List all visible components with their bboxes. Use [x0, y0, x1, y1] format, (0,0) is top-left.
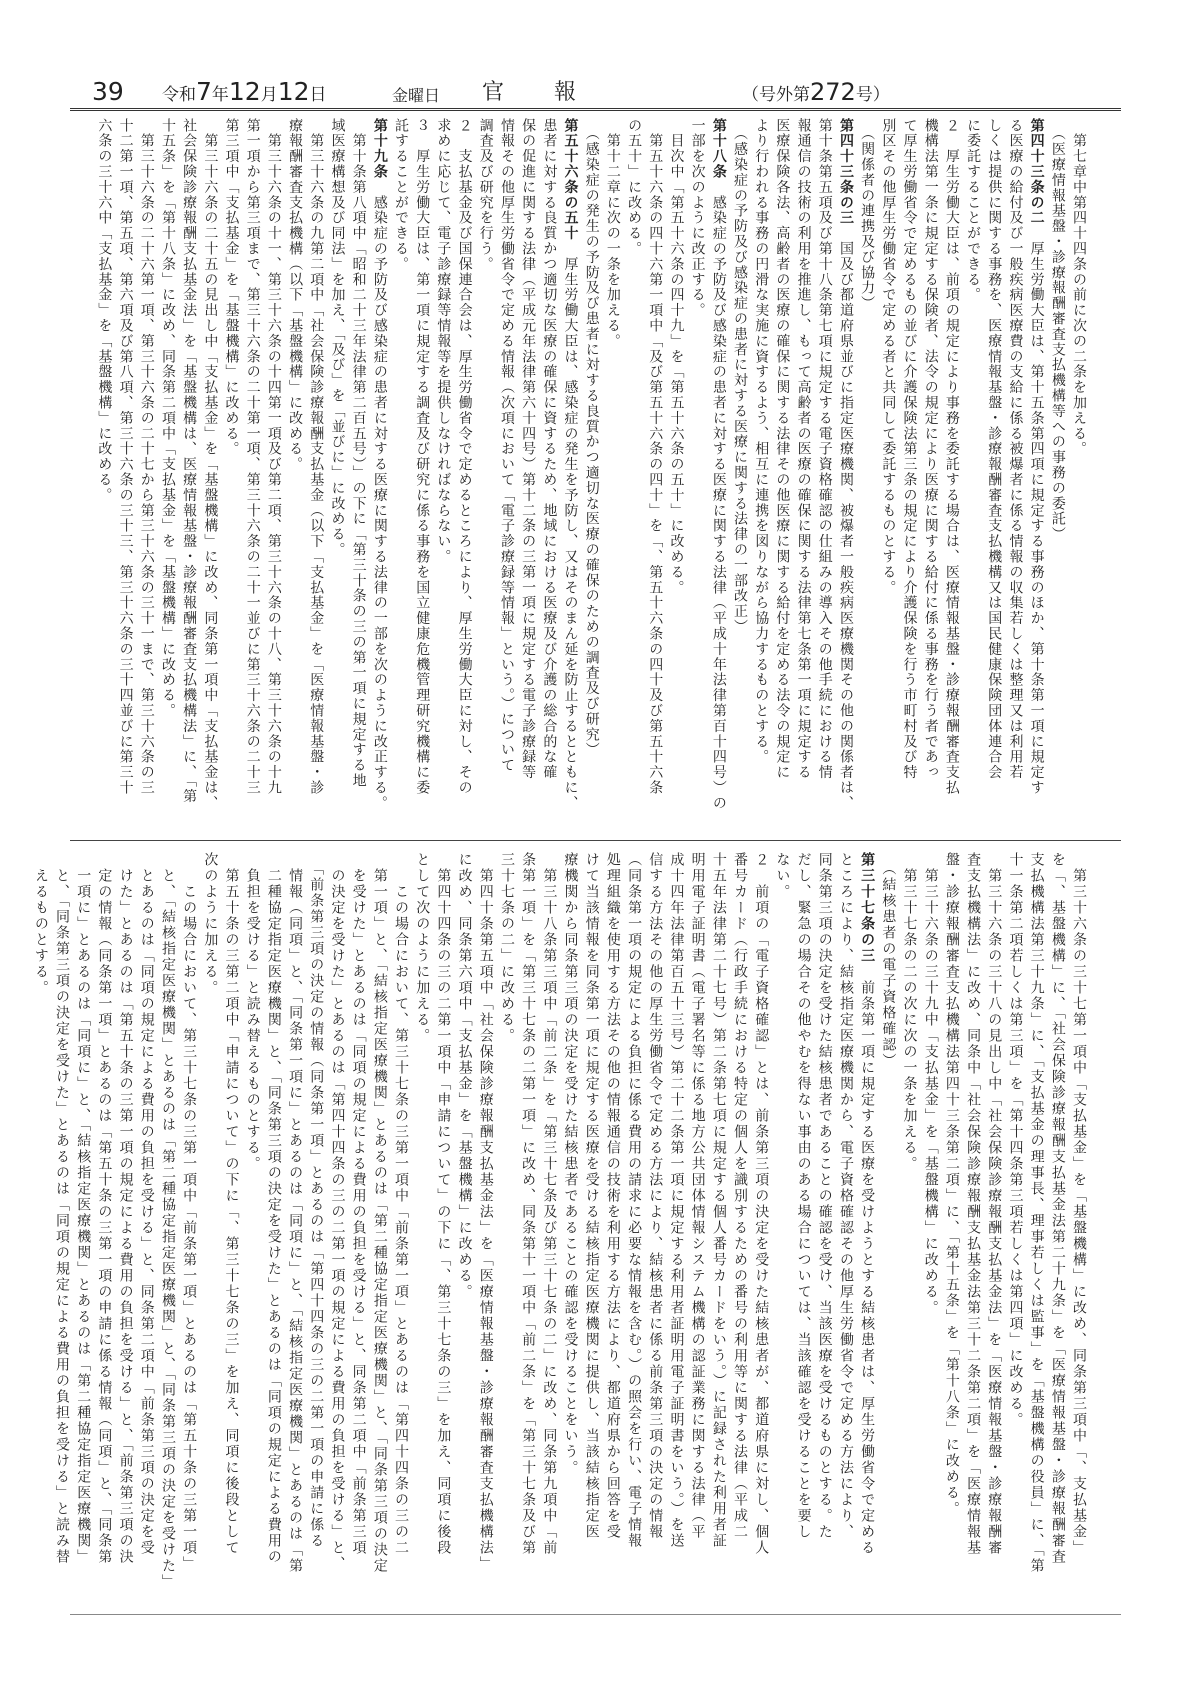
line-text: 査支払機構法」に改め、同条中「社会保険診療報酬支払基金法第三十二条第二項」を「医療情報基	[965, 852, 982, 1556]
page-header	[70, 70, 1089, 106]
text-line	[432, 852, 453, 1597]
line-text: 第三項中「支払基金」を「基盤機構」に改める。	[223, 118, 240, 457]
text-line	[602, 852, 623, 1597]
text-line	[686, 852, 707, 1597]
text-line	[496, 852, 517, 1597]
line-text: 第三十八条第三項中「前二条」を「第三十七条及び第三十七条の二」に改め、同条第九項中「前	[541, 852, 558, 1556]
issue-date	[162, 77, 392, 106]
text-line	[453, 852, 474, 1597]
text-line	[665, 118, 686, 830]
line-text: ところにより、結核指定医療機関から、電子資格確認その他厚生労働省令で定める方法により、	[837, 852, 854, 1540]
line-text: 十一条第二項若しくは第三項」を「第十四条第三項若しくは第四項」に改める。	[1007, 852, 1024, 1428]
line-text: （同条第一項の規定による負担に係る費用の請求に必要な情報を含む。）の照会を行い、電子情報	[626, 852, 643, 1549]
line-text: 明用電子証明書（電子署名等に係る地方公共団体情報システム機構の認証業務に関する法律（平	[689, 852, 706, 1540]
line-text: 第三十六条の三十七第一項中「支払基金」を「基盤機構」に改め、同条第三項中「、支払基金」	[1071, 852, 1087, 1556]
text-line	[496, 118, 517, 830]
text-line	[263, 118, 284, 830]
line-text: ない。	[774, 852, 791, 900]
text-line	[708, 852, 729, 1597]
line-text: （感染症の発生の予防及び患者に対する良質かつ適切な医療の確保のための調査及び研究）	[583, 118, 600, 758]
text-line	[114, 118, 135, 830]
text-line	[93, 118, 114, 830]
line-text: 二種協定指定医療機関」と、「同条第三項の決定を受けた」とあるのは「同項の規定による費用の	[265, 852, 282, 1565]
text-line	[729, 118, 750, 830]
line-text: ３ 厚生労働大臣は、第一項に規定する調査及び研究に係る事務を国立健康危機管理研究機構に委	[414, 118, 431, 796]
line-text: 十二第一項、第五項、第六項及び第八項、第三十六条の三十三、第三十六条の三十四並びに第三十	[117, 118, 134, 796]
text-line	[220, 852, 241, 1597]
text-line	[305, 118, 326, 830]
text-line	[729, 852, 750, 1597]
text-line	[750, 852, 771, 1597]
text-line	[114, 852, 135, 1597]
text-line	[1068, 852, 1089, 1597]
line-text: 厚生労働大臣は、第十五条第四項に規定する事務のほか、第十条第一項に規定す	[1028, 225, 1045, 796]
text-line	[390, 118, 411, 830]
text-line	[665, 852, 686, 1597]
text-line	[856, 118, 877, 830]
line-text: この場合において、第三十七条の三第一項中「前条第一項」とあるのは「第四十四条の三の二	[393, 852, 409, 1556]
text-line	[898, 118, 919, 830]
text-line	[835, 852, 856, 1597]
line-text: 別区その他厚生労働省令で定める者と共同して委託するものとする。	[880, 118, 897, 596]
text-line	[347, 852, 368, 1597]
line-text: 療報酬審査支払機構（以下「基盤機構」に改める。	[287, 118, 304, 473]
line-text: この場合において、第三十七条の三第一項中「前条第一項」とあるのは「第五十条の三第一項」	[181, 852, 198, 1572]
line-text: 保の促進に関する法律（平成元年法律第六十四号）第十二条の三第一項に規定する電子診療録等	[520, 118, 537, 781]
line-text: 第十二章に次の一条を加える。	[604, 118, 621, 349]
line-text: 第三十六条の二十六第一項、第三十六条の二十七から第三十六条の三十一まで、第三十六条の三	[138, 118, 155, 796]
text-line	[941, 852, 962, 1597]
line-text: 患者に対する良質かつ適切な医療の確保に資するため、地域における医療及び介護の総合的な確	[541, 118, 558, 781]
text-line	[792, 852, 813, 1597]
line-text: る医療の給付及び一般疾病医療費の支給に係る被爆者に係る情報の収集若しくは整理又は利用若	[1007, 118, 1024, 781]
line-text: 番号カード（行政手続における特定の個人を識別するための番号の利用等に関する法律（平成二	[732, 852, 748, 1540]
line-text: 三十七条の二」に改める。	[498, 852, 515, 1044]
line-text: ２ 支払基金及び国保連合会は、厚生労働省令で定めるところにより、厚生労働大臣に対し、その	[456, 118, 473, 796]
text-line	[559, 118, 580, 830]
text-line	[411, 118, 432, 830]
text-line	[475, 118, 496, 830]
text-line	[941, 118, 962, 830]
text-line	[220, 118, 241, 830]
line-text: 報通信の技術の利用を推進し、もって高齢者の医療の確保に関する法律第七条第一項に規定する	[795, 118, 812, 781]
text-line	[1004, 852, 1025, 1597]
line-text: （関係者の連携及び協力）	[859, 118, 876, 312]
line-text: （医療情報基盤・診療報酬審査支払機構等への事務の委託）	[1049, 118, 1066, 543]
line-text: けた」とあるのは「第五十条の三第一項の規定による費用の負担を受ける」と、「前条第三項の決	[117, 852, 134, 1565]
line-text: 第一項から第三項まで、第三十六条の二十第一項、第三十六条の二十一並びに第三十六条の二十三	[244, 118, 261, 796]
month: 12	[228, 77, 261, 106]
text-line	[475, 852, 496, 1597]
text-line	[178, 118, 199, 830]
line-text: 第四十四条の三の二第一項中「申請について」の下に「、第三十七条の三」を加え、同項に後段	[435, 852, 452, 1556]
text-line	[242, 852, 263, 1597]
text-line	[263, 852, 284, 1597]
line-text: 支払機構法第三十九条」に、「支払基金の理事長、理事若しくは監事」を「基盤機構の役員」に、「第	[1028, 852, 1045, 1574]
line-text: （感染症の予防及び感染症の患者に対する医療に関する法律の一部改正）	[732, 118, 748, 635]
text-line	[30, 852, 51, 1597]
text-line	[538, 852, 559, 1597]
line-text: 定の情報（同条第一項」とあるのは「第五十条の三第一項の申請に係る情報（同項」と、「同条第	[96, 852, 113, 1565]
article-heading: 第四十三条の三	[837, 118, 854, 226]
line-text: 第三十六条の二十五の見出し中「支払基金」を「基盤機構」に改め、同条第一項中「支払基金は、	[202, 118, 219, 811]
text-line	[962, 852, 983, 1597]
text-line	[877, 852, 898, 1597]
line-text: （結核患者の電子資格確認）	[880, 852, 897, 1069]
text-line	[326, 852, 347, 1597]
month-suffix: 月	[260, 85, 278, 105]
line-text: だし、緊急の場合その他やむを得ない事由のある場合については、当該確認を受けることを要し	[795, 852, 812, 1540]
line-text: 成十四年法律第百五十三号）第二十二条第一項に規定する利用者証明用電子証明書をいう。）を送	[668, 852, 685, 1549]
text-line	[157, 852, 178, 1597]
text-line	[1025, 852, 1046, 1597]
text-line	[771, 118, 792, 830]
text-line	[771, 852, 792, 1597]
text-line	[644, 852, 665, 1597]
day: 12	[277, 77, 310, 106]
line-text: 第三十六条の三十九中「支払基金」を「基盤機構」に改める。	[922, 852, 939, 1316]
issue-number-value: 272	[810, 78, 856, 106]
line-text: 処理組織を使用する方法その他の情報通信の技術を利用する方法により、都道府県から回答を受	[604, 852, 621, 1540]
text-line	[856, 852, 877, 1597]
line-text: 第十条第八項中「昭和二十三年法律第二百五号）」の下に「第三十条の三の第一項に規定する地	[350, 118, 367, 789]
line-text: を受けた」とあるのは「同項の規定による費用の負担を受ける」と、同条第二項中「前条第三項	[350, 852, 367, 1556]
line-text: 医療保険各法、高齢者の医療の確保に関する法律その他医療に関する給付を定める法令の規定に	[774, 118, 791, 781]
text-line	[962, 118, 983, 830]
text-line	[792, 118, 813, 830]
line-text: と、「結核指定医療機関」とあるのは「第二種協定指定医療機関」と、「同条第三項の決定を受けた」	[159, 852, 176, 1590]
line-text: に改め、同条第六項中「支払基金」を「基盤機構」に改める。	[456, 852, 473, 1300]
upper-text-block	[93, 118, 1089, 830]
text-line	[1068, 118, 1089, 830]
article-heading: 第十九条	[371, 118, 388, 180]
year-suffix: 年	[211, 85, 229, 105]
line-text: を「、基盤機構」に、「社会保険診療報酬支払基金法第二十九条」を「医療情報基盤・診療報酬審査	[1049, 852, 1066, 1565]
text-line	[390, 852, 411, 1597]
line-text: に委託することができる。	[965, 118, 982, 303]
line-text: 厚生労働大臣は、感染症の発生を予防し、又はそのまん延を防止するとともに、	[562, 241, 579, 812]
line-text: 第五十六条の四十六第一項中「及び第五十六条の四十」を「、第五十六条の四十及び第五十六条	[647, 118, 664, 796]
era: 令和	[162, 85, 196, 105]
line-text: 第三十六条の九第二項中「社会保険診療報酬支払基金（以下「支払基金」を「医療情報基盤・診	[308, 118, 325, 796]
text-line	[1047, 852, 1068, 1597]
text-line	[983, 118, 1004, 830]
text-line	[1047, 118, 1068, 830]
line-text: 感染症の予防及び感染症の患者に対する医療に関する法律（平成十年法律第百十四号）の	[710, 179, 727, 812]
article-heading: 第四十三条の二	[1028, 118, 1045, 226]
line-text: 六条の三十六中「支払基金」を「基盤機構」に改める。	[96, 118, 113, 503]
line-text: て厚生労働省令で定めるもの並びに介護保険法第三条の規定により介護保険を行う市町村及び特	[901, 118, 918, 781]
text-line	[517, 118, 538, 830]
line-text: 「前条第三項の決定の情報（同条第一項」とあるのは「第四十四条の三の二第一項の申請に係る	[308, 852, 325, 1549]
line-text: けて当該情報を同条第一項に規定する医療を受ける結核指定医療機関に提供し、当該結核指定医	[583, 852, 600, 1540]
line-text: 情報その他厚生労働省令で定める情報（次項において「電子診療録等情報」という。）について	[498, 118, 515, 774]
line-text: 負担を受ける」と読み替えるものとする。	[244, 852, 261, 1172]
line-text: 前条第一項に規定する医療を受けようとする結核患者は、厚生労働省令で定める	[859, 964, 876, 1556]
line-text: 域医療構想及び同法」を加え、「及び」を「並びに」に改める。	[329, 118, 346, 558]
text-line	[242, 118, 263, 830]
line-text: 同条第三項の決定を受けた結核患者であることの確認を受け、当該医療を受けるものとする。た	[816, 852, 833, 1540]
issue-suffix: 号）	[855, 85, 890, 105]
line-text: 一部を次のように改正する。	[689, 118, 706, 319]
weekday: 金曜日	[392, 86, 441, 105]
line-text: 第十条第五項及び第十八条第七項に規定する電子資格確認の仕組みの導入その他手続における情	[816, 118, 833, 781]
text-line	[750, 118, 771, 830]
text-line	[369, 118, 390, 830]
text-line	[326, 118, 347, 830]
article-heading: 第十八条	[710, 118, 727, 180]
text-line	[623, 852, 644, 1597]
bottom-rule	[70, 1614, 1121, 1615]
text-line	[983, 852, 1004, 1597]
text-line	[602, 118, 623, 830]
text-line	[835, 118, 856, 830]
line-text: 条第一項」を「第三十七条の二第一項」に改め、同条第十一項中「前二条」を「第三十七条及び第	[520, 852, 537, 1556]
text-line	[199, 852, 220, 1597]
text-line	[623, 118, 644, 830]
text-line	[1025, 118, 1046, 830]
line-text: 第四十条第五項中「社会保険診療報酬支払基金法」を「医療情報基盤・診療報酬審査支払機構法」	[477, 852, 494, 1572]
middle-rule	[70, 840, 1121, 841]
article-heading: 第三十七条の三	[859, 852, 876, 964]
text-line	[93, 852, 114, 1597]
line-text: 第七章中第四十四条の前に次の二条を加える。	[1071, 118, 1087, 457]
text-line	[814, 852, 835, 1597]
line-text: として次のように加える。	[414, 852, 431, 1044]
text-line	[178, 852, 199, 1597]
text-line	[199, 118, 220, 830]
text-line	[369, 852, 390, 1597]
text-line	[559, 852, 580, 1597]
line-text: 療機関から同条第三項の決定を受けた結核患者であることの確認を受けることをいう。	[562, 852, 579, 1476]
article-heading: 第五十六条の五十	[562, 118, 579, 242]
text-line	[347, 118, 368, 830]
line-text: 目次中「第五十六条の四十九」を「第五十六条の五十」に改める。	[668, 118, 685, 596]
line-text: 第五十条の三第二項中「申請について」の下に「、第三十七条の三」を加え、同項に後段として	[223, 852, 240, 1556]
line-text: 国及び都道府県並びに指定医療機関、被爆者一般疾病医療機関その他の関係者は、	[837, 225, 854, 812]
line-text: 次のように加える。	[202, 852, 219, 996]
line-text: 求めに応じて、電子診療録等情報等を提供しなければならない。	[435, 118, 452, 565]
line-text: の決定を受けた」とあるのは「第四十四条の三の二第一項の規定による費用の負担を受ける」と、	[329, 852, 346, 1572]
lower-text-block	[30, 852, 1089, 1597]
line-text: 十五年法律第二十七号）第二条第七項に規定する個人番号カードをいう。）に記録された利用者証	[710, 852, 727, 1549]
line-text: 第三十七条の二の次に次の一条を加える。	[901, 852, 918, 1172]
line-text: 機構法第一条に規定する保険者、法令の規定により医療に関する給付に係る事務を行う者であっ	[922, 118, 939, 781]
issue-prefix: （号外第	[742, 85, 810, 105]
line-text: と、「同条第三項の決定を受けた」とあるのは「同項の規定による費用の負担を受ける」と読み替	[54, 852, 70, 1565]
page-number: 39	[92, 77, 124, 106]
text-line	[157, 118, 178, 830]
header-rule	[70, 108, 1121, 113]
line-text: の五十」に改める。	[626, 118, 643, 257]
day-suffix: 日	[309, 85, 327, 105]
line-text: 第三十六条の三十八の見出し中「社会保険診療報酬支払基金法」を「医療情報基盤・診療報酬審	[986, 852, 1003, 1556]
line-text: 調査及び研究を行う。	[477, 118, 494, 272]
text-line	[432, 118, 453, 830]
line-text: えるものとする。	[32, 852, 49, 996]
line-text: より行われる事務の円滑な実施に資するよう、相互に連携を図りながら協力するものとする。	[753, 118, 770, 765]
line-text: 託することができる。	[393, 118, 409, 272]
year: 7	[196, 77, 212, 106]
line-text: 感染症の予防及び感染症の患者に対する医療に関する法律の一部を次のように改正する。	[371, 179, 388, 812]
text-line	[72, 852, 93, 1597]
gazette-title: 官報	[482, 80, 627, 105]
text-line	[411, 852, 432, 1597]
issue-number	[742, 78, 890, 106]
text-line	[581, 118, 602, 830]
text-line	[517, 852, 538, 1597]
text-line	[814, 118, 835, 830]
line-text: 盤・診療報酬審査支払機構法第四十三条第二項」に、「第十五条」を「第十八条」に改める。	[943, 852, 960, 1517]
text-line	[686, 118, 707, 830]
text-line	[920, 118, 941, 830]
text-line	[538, 118, 559, 830]
line-text: ２ 前項の「電子資格確認」とは、前条第三項の決定を受けた結核患者が、都道府県に対し、個人	[753, 852, 770, 1556]
text-line	[1004, 118, 1025, 830]
line-text: 情報（同項」と、「同条第一項に」とあるのは「同項に」と、「結核指定医療機関」とあるのは「第	[287, 852, 304, 1574]
text-line	[581, 852, 602, 1597]
text-line	[453, 118, 474, 830]
line-text: 第一項」と、「結核指定医療機関」とあるのは「第二種協定指定医療機関」と、「同条第三項の決定	[371, 852, 388, 1574]
text-line	[136, 118, 157, 830]
text-line	[51, 852, 72, 1597]
text-line	[898, 852, 919, 1597]
line-text: 一項に」とあるのは「同項に」と、「結核指定医療機関」とあるのは「第二種協定指定医療機関」	[75, 852, 92, 1565]
text-line	[877, 118, 898, 830]
text-line	[920, 852, 941, 1597]
text-line	[644, 118, 665, 830]
line-text: 十五条」を「第十八条」に改め、同条第二項中「支払基金」を「基盤機構」に改める。	[159, 118, 176, 719]
text-line	[284, 118, 305, 830]
line-text: ２ 厚生労働大臣は、前項の規定により事務を委託する場合は、医療情報基盤・診療報酬審査支払	[943, 118, 960, 796]
line-text: とあるのは「同項の規定による費用の負担を受ける」と、同条第二項中「前条第三項の決定を受	[138, 852, 155, 1556]
line-text: しくは提供に関する事務を、医療情報基盤・診療報酬審査支払機構又は国民健康保険団体連合会	[986, 118, 1003, 781]
text-line	[305, 852, 326, 1597]
text-line	[136, 852, 157, 1597]
line-text: 社会保険診療報酬支払基金法」を「基盤機構は、医療情報基盤・診療報酬審査支払機構法」に、「第	[181, 118, 198, 804]
line-text: 第三十六条の十一、第三十六条の十四第一項及び第二項、第三十六条の十八、第三十六条の十九	[265, 118, 282, 796]
text-line	[708, 118, 729, 830]
line-text: 信する方法その他の厚生労働省令で定める方法により、結核患者に係る前条第三項の決定の情報	[647, 852, 664, 1540]
text-line	[284, 852, 305, 1597]
